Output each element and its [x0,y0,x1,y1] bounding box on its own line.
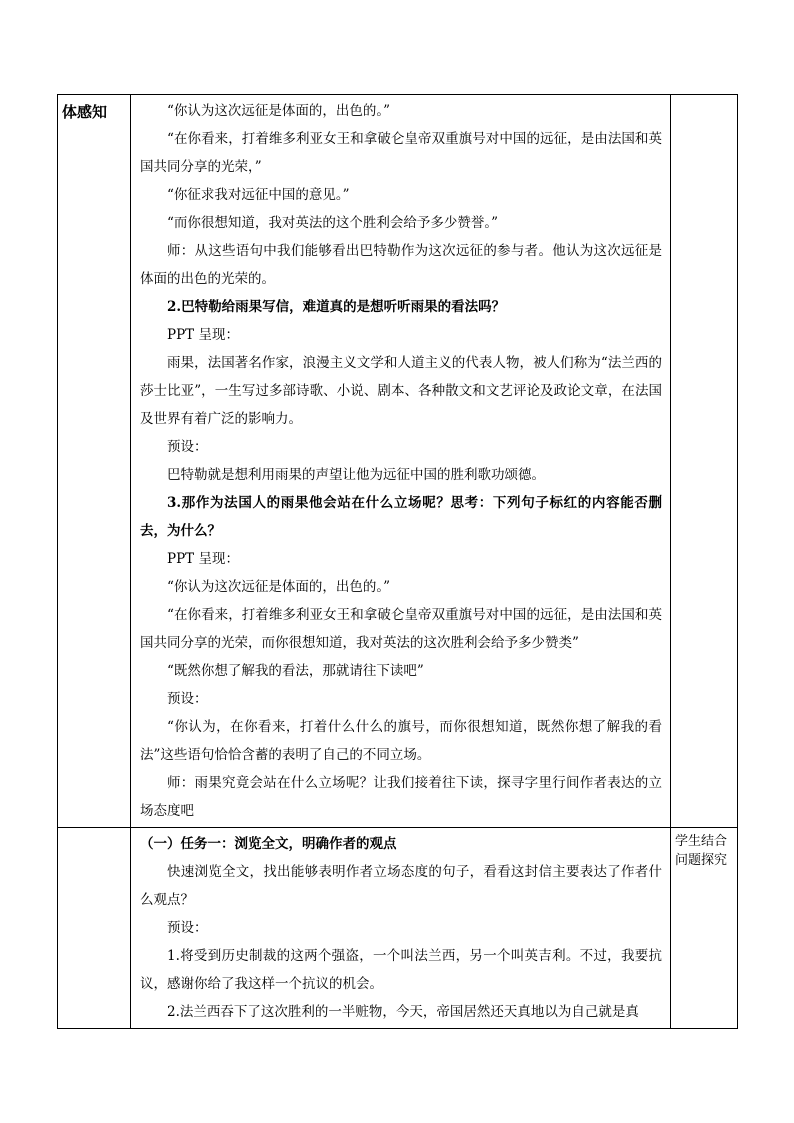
paragraph: “在你看来，打着维多利亚女王和拿破仑皇帝双重旗号对中国的远征，是由法国和英国共同分享的光荣，” [140,131,662,175]
paragraph: “你认为这次远征是体面的，出色的。” [167,579,391,595]
section-heading: 2.巴特勒给雨果写信，难道真的是想听听雨果的看法吗？ [167,299,506,315]
content-cell [131,95,671,828]
paragraph: PPT 呈现： [167,327,239,343]
paragraph: PPT 呈现： [167,551,239,567]
paragraph: “你认为，在你看来，打着什么什么的旗号，而你很想知道，既然你想了解我的看法”这些语句恰恰含蓄的表明了自己的不同立场。 [140,719,662,763]
paragraph: 2.法兰西吞下了这次胜利的一半赃物，今天，帝国居然还天真地以为自己就是真 [167,1004,639,1020]
content-cell [131,828,671,1029]
paragraph: “你征求我对远征中国的意见。” [167,187,350,203]
stage-label [58,828,131,1029]
paragraph: “既然你想了解我的看法，那就请往下读吧” [167,663,424,679]
table-row [58,95,738,828]
paragraph: 预设： [167,920,208,936]
paragraph: 师：雨果究竟会站在什么立场呢？让我们接着往下读，探寻字里行间作者表达的立场态度吧 [140,775,662,819]
paragraph: 快速浏览全文，找出能够表明作者立场态度的句子，看看这封信主要表达了作者什么观点？ [140,864,662,908]
paragraph: “你认为这次远征是体面的，出色的。” [167,103,391,119]
paragraph: 师：从这些语句中我们能够看出巴特勒作为这次远征的参与者。他认为这次远征是体面的出色的光荣的。 [140,243,662,287]
paragraph: 巴特勒就是想利用雨果的声望让他为远征中国的胜利歌功颂德。 [167,467,545,483]
paragraph: 1.将受到历史制裁的这两个强盗，一个叫法兰西，另一个叫英吉利。不过，我要抗议，感谢你给了我这样一个抗议的机会。 [140,948,662,992]
section-heading: 3.那作为法国人的雨果他会站在什么立场呢？思考：下列句子标红的内容能否删去，为什么？ [140,495,662,539]
lesson-plan-table [57,94,738,1029]
student-activity-cell [671,95,738,828]
table-row [58,828,738,1029]
stage-label: 体感知 [58,95,131,828]
paragraph: “而你很想知道，我对英法的这个胜利会给予多少赞誉。” [167,215,499,231]
paragraph: 雨果，法国著名作家，浪漫主义文学和人道主义的代表人物，被人们称为“法兰西的莎士比亚”，一生写过多部诗歌、小说、剧本、各种散文和文艺评论及政论文章，在法国及世界有着广泛的影响力。 [140,355,662,427]
student-activity-cell: 学生结合问题探究 [671,828,738,1029]
paragraph: 预设： [167,691,208,707]
content-body [140,97,662,825]
content-body [140,830,662,1026]
paragraph: “在你看来，打着维多利亚女王和拿破仑皇帝双重旗号对中国的远征，是由法国和英国共同分享的光荣，而你很想知道，我对英法的这次胜利会给予多少赞类” [140,607,662,651]
section-heading: （一）任务一：浏览全文，明确作者的观点 [140,836,397,852]
paragraph: 预设： [167,439,208,455]
